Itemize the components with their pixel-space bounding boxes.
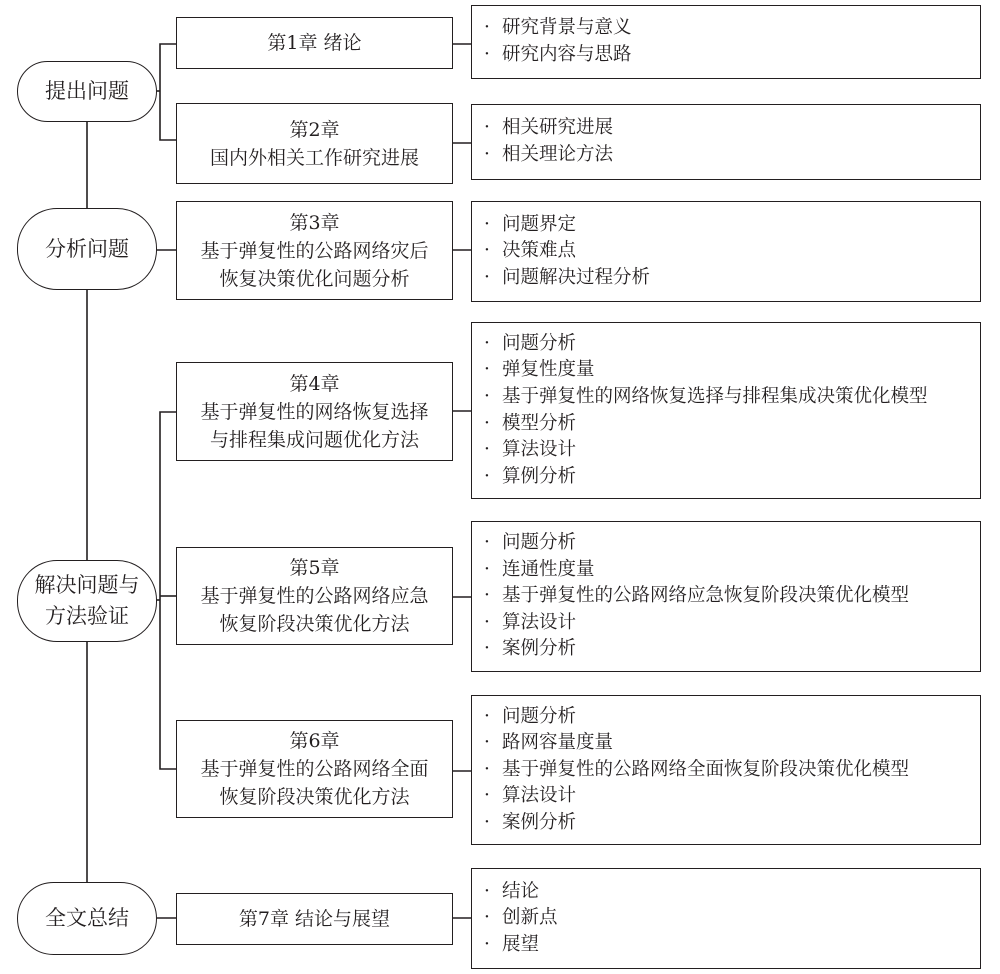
item-entry	[484, 557, 980, 584]
chapter-box-5	[176, 547, 453, 645]
item-entry	[484, 730, 980, 757]
item-text: 问题分析	[502, 332, 577, 354]
bullet-icon: ·	[484, 933, 490, 955]
bullet-icon: ·	[484, 611, 490, 633]
chapter-label: 第2章	[289, 118, 340, 141]
item-text: 基于弹复性的网络恢复选择与排程集成决策优化模型	[502, 385, 928, 407]
stage-label: 提出问题	[45, 79, 129, 103]
chapter-label: 第3章	[289, 211, 340, 234]
bullet-icon: ·	[484, 266, 490, 288]
stage-label: 方法验证	[45, 604, 129, 628]
item-entry	[484, 704, 980, 731]
item-entry	[484, 810, 980, 837]
item-entry	[484, 411, 980, 438]
chapter-box-2	[176, 103, 453, 184]
chapter-label: 基于弹复性的公路网络全面	[200, 758, 429, 780]
item-text: 算法设计	[502, 439, 577, 461]
item-entry	[484, 212, 980, 239]
chapter-box-6	[176, 720, 453, 818]
bullet-icon: ·	[484, 758, 490, 780]
item-text: 连通性度量	[502, 558, 595, 580]
item-text: 算例分析	[502, 465, 577, 487]
item-text: 算法设计	[502, 611, 577, 633]
item-text: 问题分析	[502, 705, 577, 727]
chapter-label: 国内外相关工作研究进展	[209, 146, 419, 169]
item-text: 展望	[502, 933, 540, 955]
item-entry	[484, 115, 980, 142]
item-entry	[484, 530, 980, 557]
bullet-icon: ·	[484, 732, 490, 754]
item-entry	[484, 265, 980, 292]
item-text: 研究背景与意义	[502, 17, 632, 39]
item-text: 问题解决过程分析	[502, 266, 651, 288]
chapter-box-3	[176, 201, 453, 300]
chapter-label: 恢复决策优化问题分析	[219, 267, 410, 290]
item-box-5	[471, 521, 981, 672]
item-entry	[484, 610, 980, 637]
stage-label: 解决问题与	[34, 573, 140, 597]
item-text: 案例分析	[502, 811, 577, 833]
item-text: 模型分析	[502, 412, 577, 434]
bullet-icon: ·	[484, 117, 490, 139]
stage-label: 分析问题	[45, 236, 129, 261]
bullet-icon: ·	[484, 558, 490, 580]
bullet-icon: ·	[484, 785, 490, 807]
item-text: 结论	[502, 880, 540, 902]
bullet-icon: ·	[484, 240, 490, 262]
bullet-icon: ·	[484, 439, 490, 461]
item-entry	[484, 15, 980, 42]
item-box-3	[471, 201, 981, 302]
bullet-icon: ·	[484, 17, 490, 39]
chapter-box-4	[176, 362, 453, 461]
item-text: 问题界定	[502, 213, 577, 235]
stage-branch-connector	[160, 412, 176, 769]
item-text: 问题分析	[502, 532, 577, 554]
bullet-icon: ·	[484, 465, 490, 487]
stage-label: 全文总结	[45, 906, 129, 930]
item-entry	[484, 464, 980, 491]
item-entry	[484, 757, 980, 784]
item-text: 路网容量度量	[502, 732, 614, 754]
bullet-icon: ·	[484, 332, 490, 354]
bullet-icon: ·	[484, 385, 490, 407]
bullet-icon: ·	[484, 144, 490, 165]
item-text: 相关理论方法	[502, 144, 614, 165]
bullet-icon: ·	[484, 213, 490, 235]
item-entry	[484, 636, 980, 663]
item-entry	[484, 357, 980, 384]
item-entry	[484, 583, 980, 610]
bullet-icon: ·	[484, 532, 490, 554]
bullet-icon: ·	[484, 811, 490, 833]
item-text: 基于弹复性的公路网络全面恢复阶段决策优化模型	[502, 758, 910, 780]
chapter-label: 恢复阶段决策优化方法	[219, 786, 410, 808]
stage-pill-solve-and-verify	[17, 560, 157, 642]
item-box-7	[471, 868, 981, 969]
bullet-icon: ·	[484, 907, 490, 929]
chapter-box-7	[176, 893, 453, 945]
item-entry	[484, 331, 980, 358]
item-entry	[484, 42, 980, 69]
bullet-icon: ·	[484, 412, 490, 434]
item-text: 案例分析	[502, 638, 577, 660]
chapter-label: 第5章	[289, 557, 340, 579]
item-entry	[484, 932, 980, 959]
chapter-box-1	[176, 17, 453, 69]
item-entry	[484, 437, 980, 464]
item-box-4	[471, 322, 981, 499]
stage-branch-connector	[160, 44, 176, 140]
item-box-6	[471, 695, 981, 845]
bullet-icon: ·	[484, 705, 490, 727]
item-entry	[484, 905, 980, 932]
item-text: 基于弹复性的公路网络应急恢复阶段决策优化模型	[502, 585, 910, 607]
item-entry	[484, 384, 980, 411]
chapter-label: 基于弹复性的网络恢复选择	[200, 400, 429, 423]
bullet-icon: ·	[484, 44, 490, 65]
item-box-1	[471, 5, 981, 79]
stage-pill-analyze-problem	[17, 208, 157, 290]
item-text: 创新点	[502, 907, 558, 929]
chapter-label: 第4章	[289, 372, 340, 395]
bullet-icon: ·	[484, 359, 490, 381]
item-entry	[484, 879, 980, 906]
chapter-label: 基于弹复性的公路网络应急	[200, 585, 429, 607]
chapter-label: 第6章	[289, 730, 340, 752]
item-text: 算法设计	[502, 785, 577, 807]
bullet-icon: ·	[484, 880, 490, 902]
chapter-label: 第7章 结论与展望	[238, 908, 391, 930]
item-text: 决策难点	[502, 240, 577, 262]
stage-pill-raise-problem	[17, 61, 157, 122]
item-entry	[484, 238, 980, 265]
chapter-label: 与排程集成问题优化方法	[209, 428, 419, 451]
bullet-icon: ·	[484, 585, 490, 607]
item-box-2	[471, 104, 981, 180]
item-text: 研究内容与思路	[502, 44, 632, 65]
chapter-label: 基于弹复性的公路网络灾后	[200, 239, 429, 262]
item-entry	[484, 783, 980, 810]
item-entry	[484, 142, 980, 169]
chapter-label: 第1章 绪论	[267, 32, 362, 54]
chapter-label: 恢复阶段决策优化方法	[219, 613, 410, 635]
stage-pill-summary	[17, 882, 157, 955]
item-text: 弹复性度量	[502, 359, 595, 381]
bullet-icon: ·	[484, 638, 490, 660]
item-text: 相关研究进展	[502, 117, 614, 139]
